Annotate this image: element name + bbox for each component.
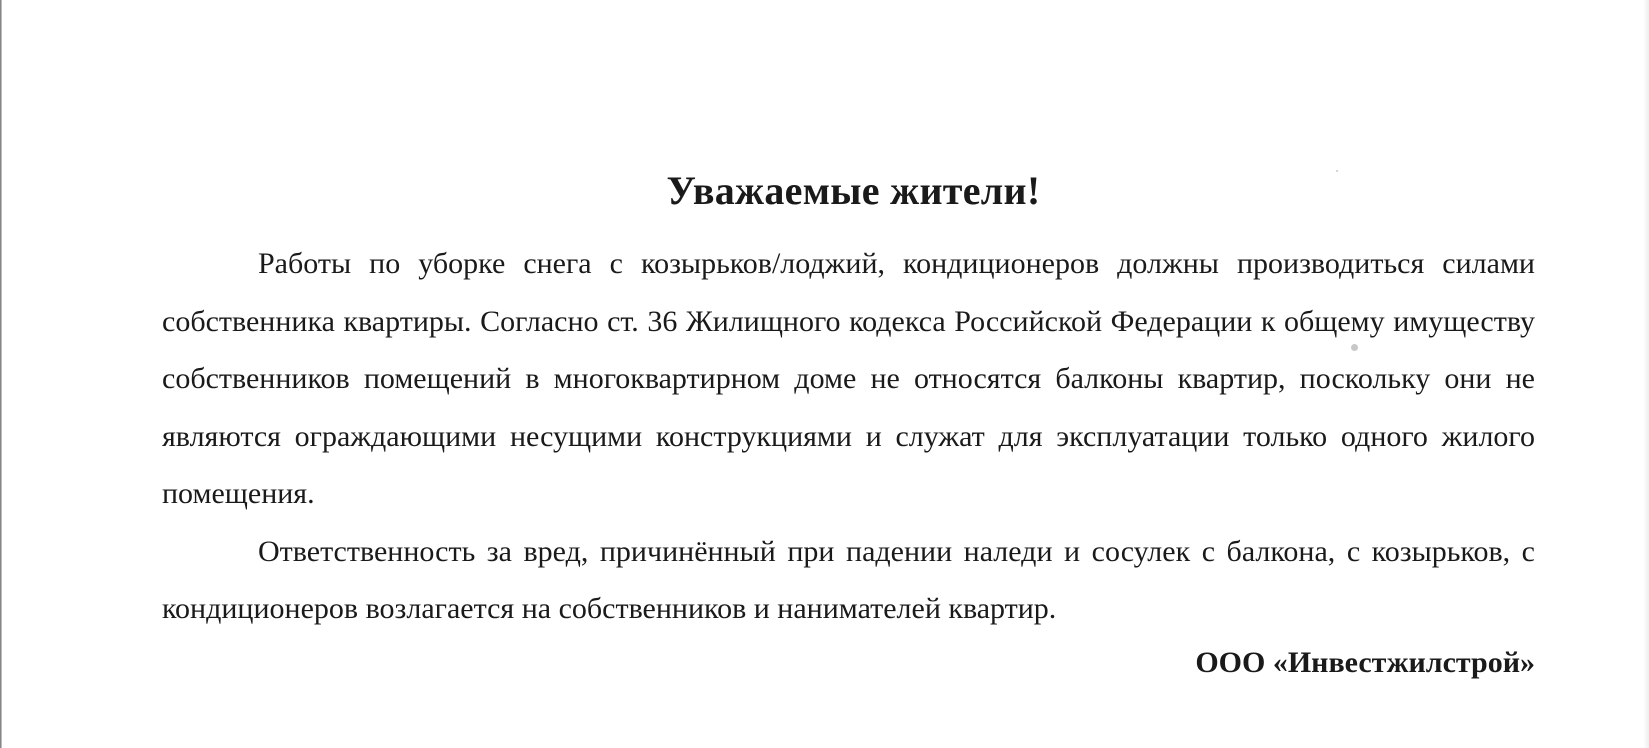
scan-edge-right	[1643, 0, 1649, 748]
notice-paragraph-2: Ответственность за вред, причинённый при падении наледи и сосулек с балкона, с козырьков, с кондиционеров возлагается на собственников и нанимателей квартир.	[162, 534, 1535, 625]
notice-document	[162, 165, 1535, 688]
notice-signature: ООО «Инвестжилстрой»	[1195, 645, 1535, 679]
notice-title: Уважаемые жители!	[666, 168, 1041, 213]
scan-edge-left	[0, 0, 2, 748]
notice-paragraph-1: Работы по уборке снега с козырьков/лоджий, кондиционеров должны производиться силами собственника квартиры. Согласно ст. 36 Жилищного кодекса Российской Федерации к общему имуществу собственников помещений в многоквартирном доме не относятся балконы квартир, поскольку они не являются ограждающими несущими конструкциями и служат для эксплуатации только одного жилого помещения.	[162, 247, 1535, 510]
